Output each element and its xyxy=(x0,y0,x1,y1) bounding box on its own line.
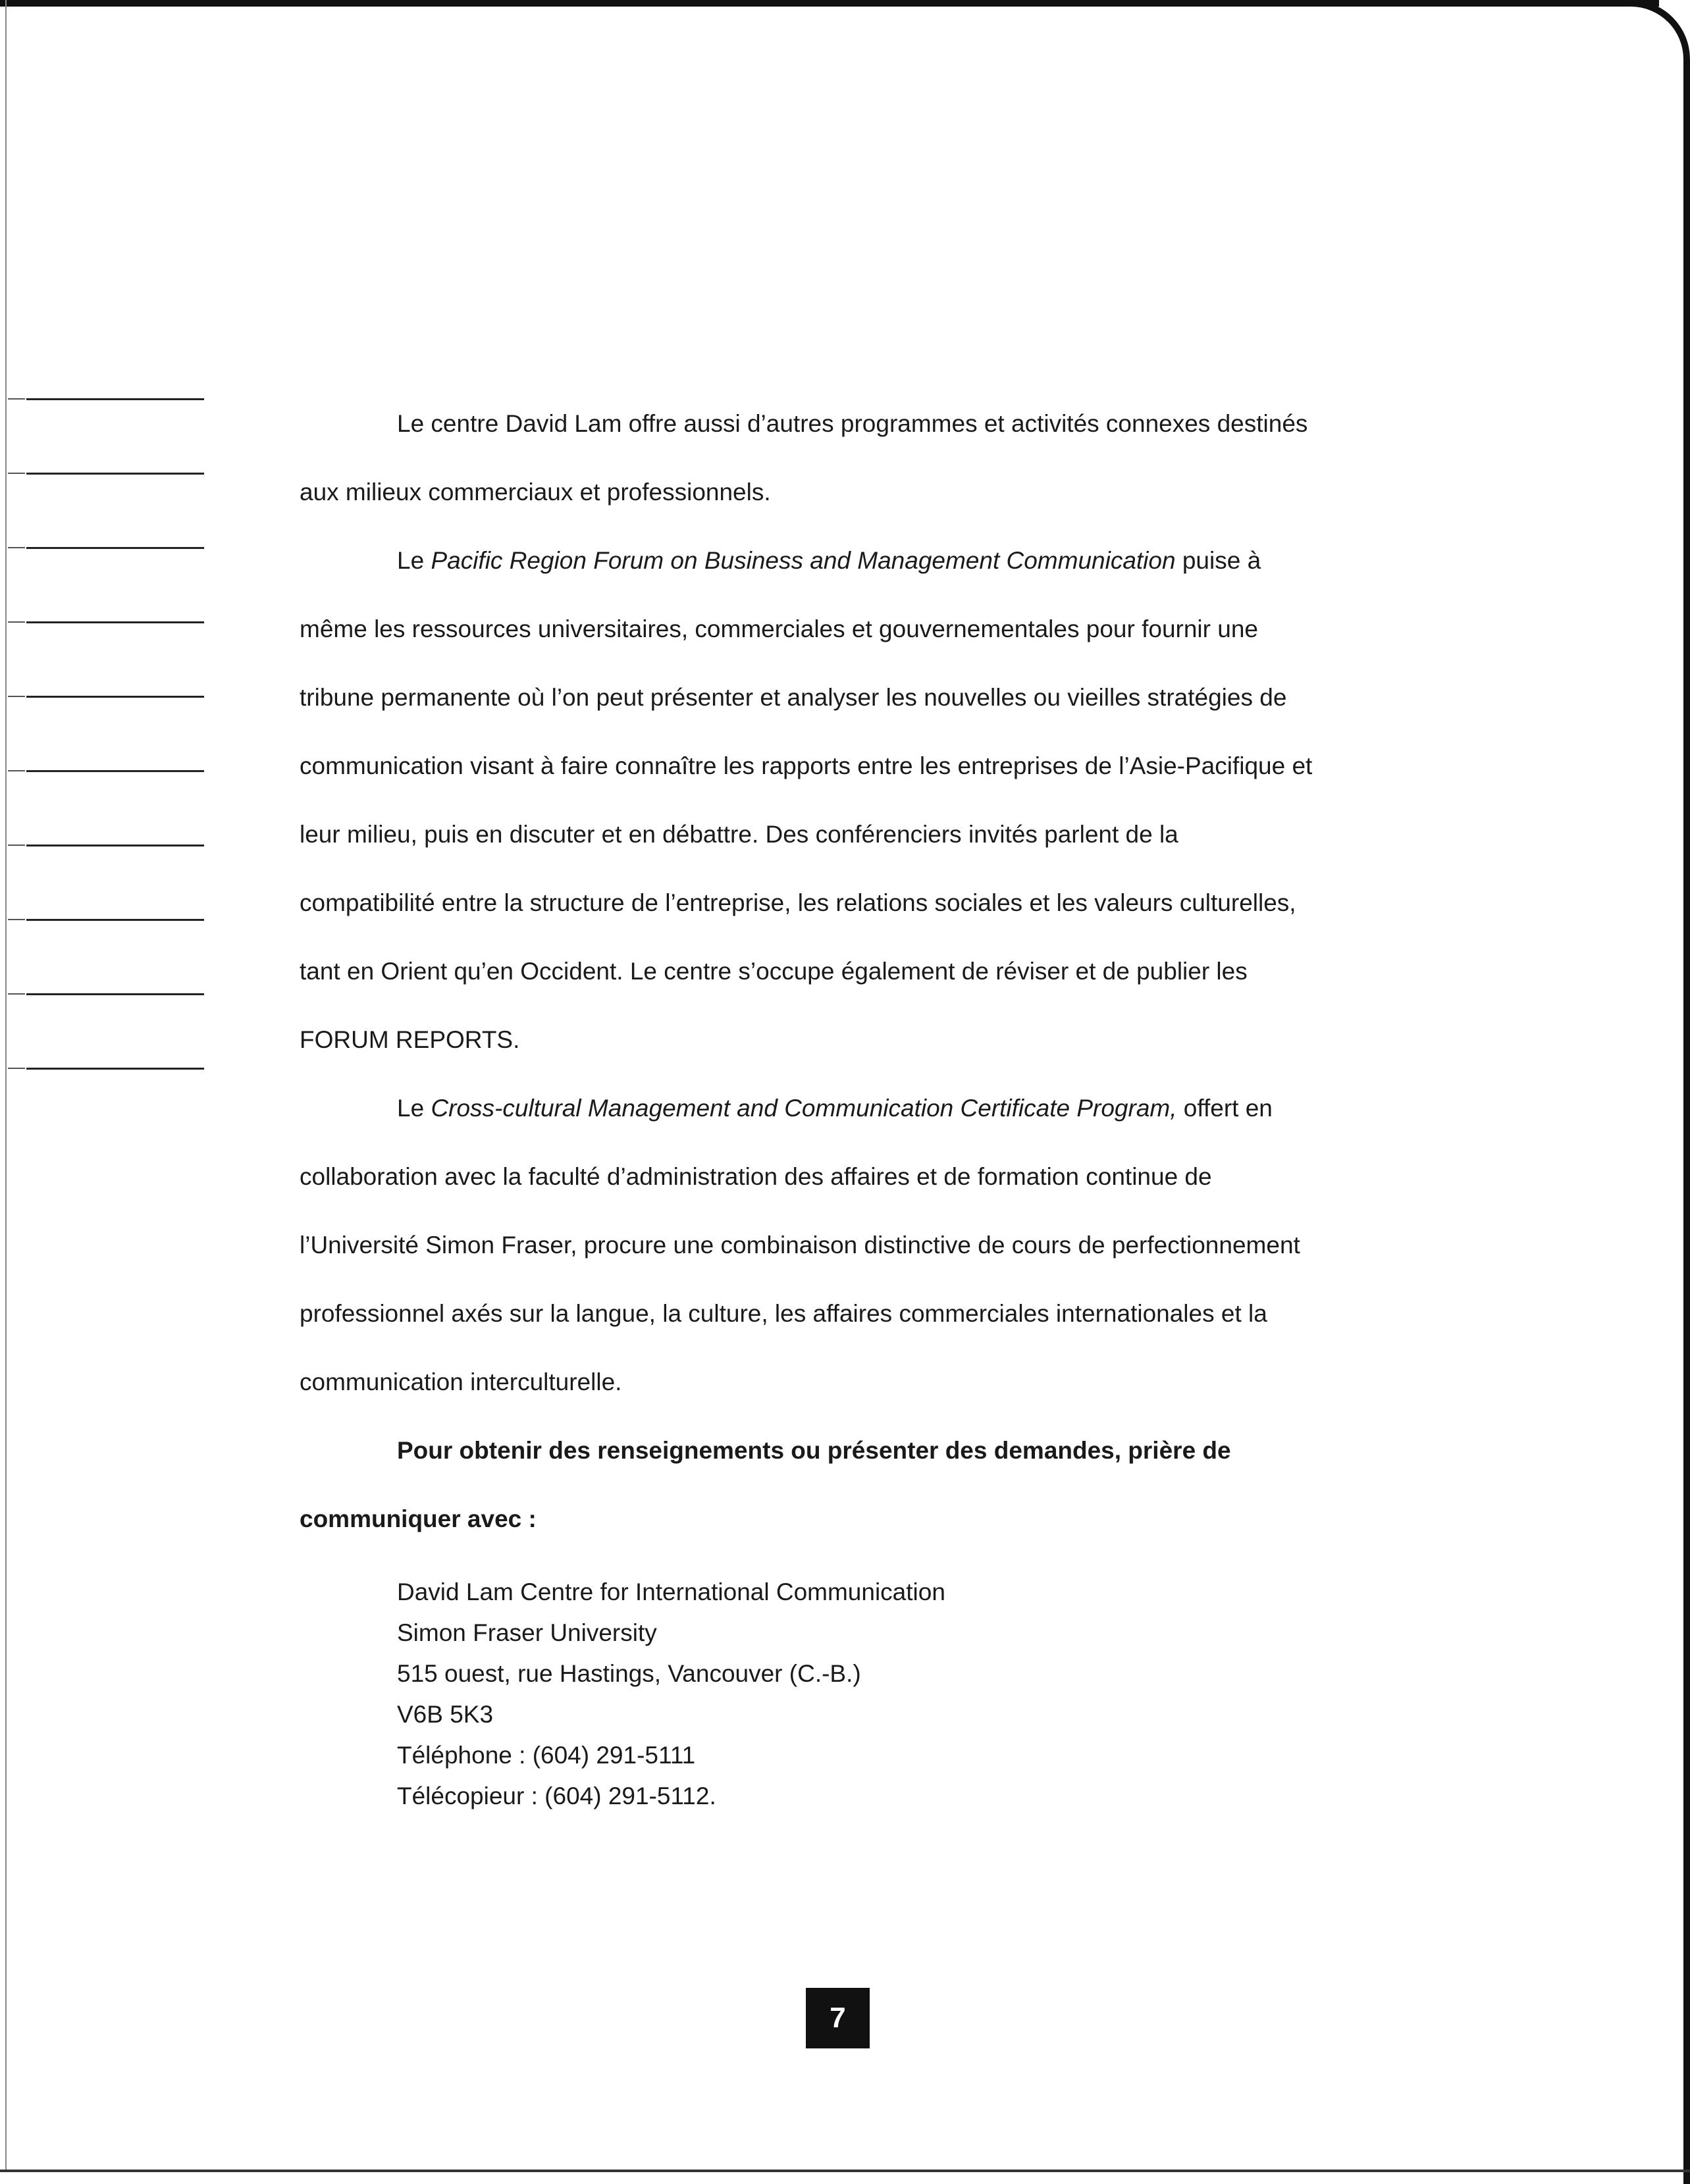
paragraph-pacific-forum xyxy=(300,527,1313,1074)
margin-rule-lines xyxy=(7,398,204,1070)
margin-tick xyxy=(8,993,25,995)
margin-tick xyxy=(8,1068,25,1069)
address-university: Simon Fraser University xyxy=(397,1619,657,1646)
margin-tick xyxy=(8,919,25,920)
paragraph-other-programs xyxy=(300,390,1313,527)
paragraph-text: Pour obtenir des renseignements ou présenter des demandes, prière de communiquer avec : xyxy=(300,1437,1231,1532)
margin-tick xyxy=(8,473,25,474)
page-frame-top xyxy=(0,0,1659,7)
margin-tick xyxy=(8,621,25,623)
margin-line xyxy=(26,398,204,400)
margin-line xyxy=(26,919,204,921)
paragraph-text: Le xyxy=(397,547,431,574)
address-fax: Télécopieur : (604) 291-5112. xyxy=(397,1782,716,1809)
paragraph-text: Le xyxy=(397,1095,431,1122)
margin-line xyxy=(26,547,204,549)
margin-tick xyxy=(8,398,25,400)
paragraph-certificate-program xyxy=(300,1074,1313,1417)
page-frame-bottom xyxy=(0,2170,1690,2172)
forum-title: Pacific Region Forum on Business and Management Communication xyxy=(431,547,1176,574)
paragraph-text: puise à même les ressources universitaires, commerciales et gouvernementales pour fournir une tribune permanente où l’on peut présenter et analyser les nouvelles ou vieilles stratégies de communication visant à faire connaître les rapports entre les entreprises de l’Asie-Pacifique et leur milieu, puis en discuter et en débattre. Des conférenciers invités parlent de la compatibilité entre la structure de l’entreprise, les relations sociales et les valeurs culturelles, tant en Orient qu’en Occident. Le centre s’occupe également de réviser et de publier les FORUM REPORTS. xyxy=(300,547,1313,1053)
margin-line xyxy=(26,621,204,623)
paragraph-text: Le centre David Lam offre aussi d’autres programmes et activités connexes destinés aux milieux commerciaux et professionnels. xyxy=(300,410,1308,506)
body-text xyxy=(300,390,1313,1553)
program-title: Cross-cultural Management and Communication Certificate Program, xyxy=(431,1095,1177,1122)
margin-tick xyxy=(8,770,25,771)
margin-line xyxy=(26,473,204,475)
margin-line xyxy=(26,845,204,846)
page-frame-right xyxy=(1683,92,1690,2184)
address-telephone: Téléphone : (604) 291-5111 xyxy=(397,1742,696,1769)
page-number: 7 xyxy=(806,1988,870,2048)
paragraph-contact-prompt xyxy=(300,1417,1313,1553)
contact-address xyxy=(397,1572,945,1817)
page-frame-corner xyxy=(1591,0,1690,99)
margin-line xyxy=(26,1068,204,1070)
paragraph-text: offert en collaboration avec la faculté d’administration des affaires et de formation continue de l’Université Simon Fraser, procure une combinaison distinctive de cours de perfectionnement professionnel axés sur la langue, la culture, les affaires commerciales internationales et la communication interculturelle. xyxy=(300,1095,1300,1395)
margin-tick xyxy=(8,845,25,846)
margin-line xyxy=(26,770,204,772)
margin-line xyxy=(26,993,204,995)
margin-tick xyxy=(8,696,25,697)
address-organization: David Lam Centre for International Communication xyxy=(397,1578,945,1605)
address-postal-code: V6B 5K3 xyxy=(397,1701,494,1728)
margin-line xyxy=(26,696,204,698)
address-street: 515 ouest, rue Hastings, Vancouver (C.-B.) xyxy=(397,1660,861,1687)
margin-tick xyxy=(8,547,25,548)
page-frame-left xyxy=(5,0,7,2172)
